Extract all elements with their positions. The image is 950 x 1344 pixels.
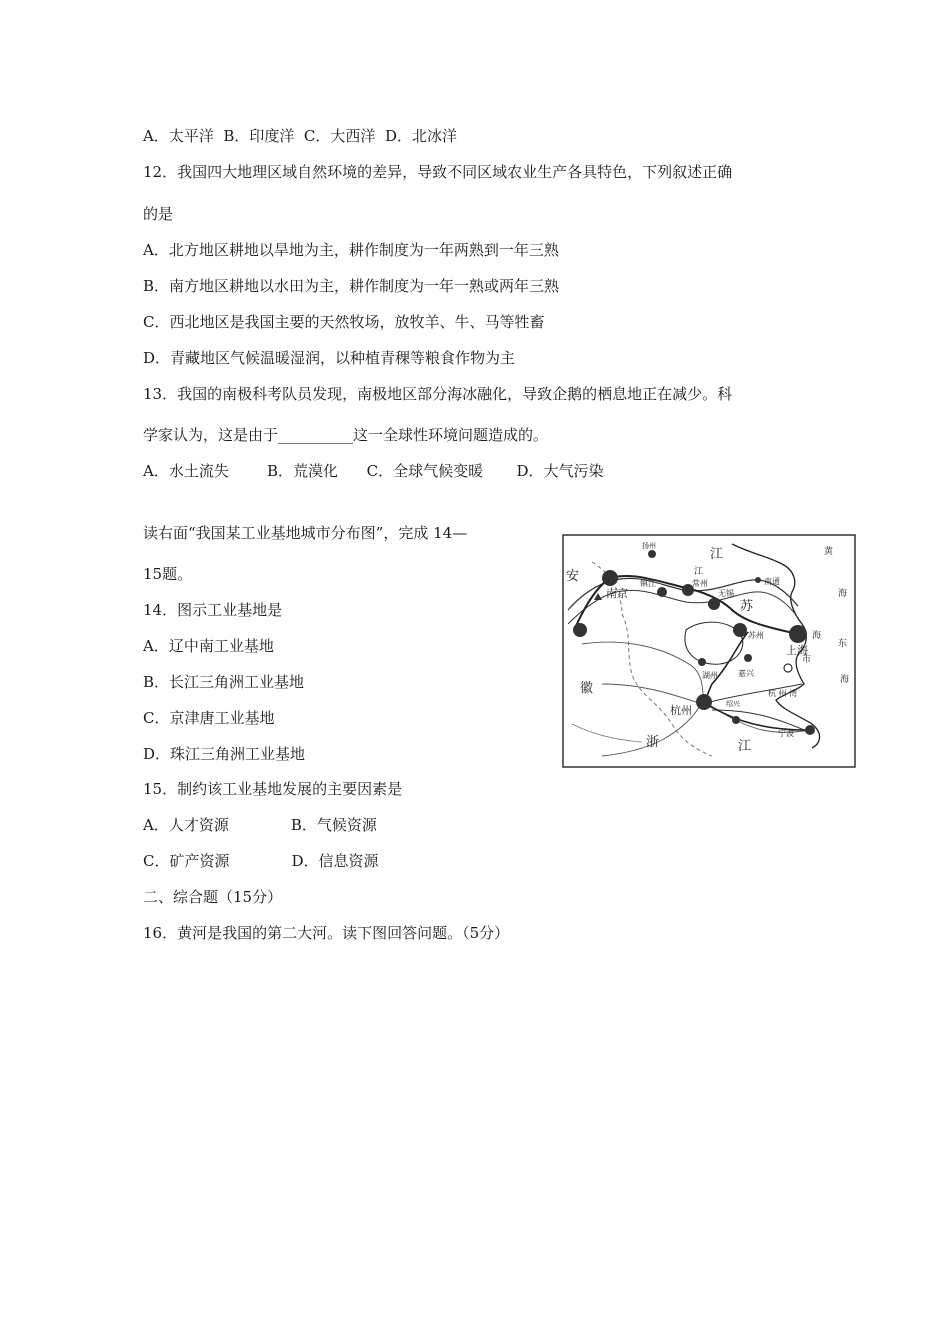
region-hai: 海 — [812, 631, 822, 641]
label-huzhou: 湖州 — [702, 671, 718, 680]
label-shaoxing: 绍兴 — [726, 700, 740, 708]
read-map-instruction: 读右面“我国某工业基地城市分布图”，完成 14— — [143, 524, 468, 542]
label-ningbo: 宁波 — [778, 729, 794, 738]
q13-stem-cont: 学家认为，这是由于__________这一全球性环境问题造成的。 — [143, 426, 549, 444]
q14-option-c: C．京津唐工业基地 — [143, 709, 275, 727]
region-su: 苏 — [740, 599, 754, 614]
region-jiang-top: 江 — [710, 547, 724, 562]
label-hangzhou: 杭州 — [670, 704, 692, 717]
region-dong: 东 — [838, 639, 848, 649]
region-jiang-mid: 江 — [694, 567, 704, 577]
q16-stem: 16．黄河是我国的第二大河。读下图回答问题。（5分） — [143, 924, 510, 942]
region-hui: 徽 — [580, 681, 594, 696]
label-hangzhou-bay: 杭 州 湾 — [768, 689, 798, 698]
region-zhe: 浙 — [646, 735, 660, 750]
label-nantong: 南通 — [764, 577, 780, 586]
label-suzhou: 苏州 — [748, 631, 764, 640]
q12-stem-cont: 的是 — [143, 205, 174, 223]
q12-option-a: A．北方地区耕地以旱地为主，耕作制度为一年两熟到一年三熟 — [143, 241, 559, 259]
q14-option-b: B．长江三角洲工业基地 — [143, 673, 305, 691]
region-jiang-bottom: 江 — [738, 739, 752, 754]
industrial-base-map — [562, 534, 856, 768]
q12-option-d: D．青藏地区气候温暖湿润，以种植青稞等粮食作物为主 — [143, 349, 516, 367]
region-hai2: 海 — [838, 589, 848, 599]
q12-option-c: C．西北地区是我国主要的天然牧场，放牧羊、牛、马等牲畜 — [143, 313, 545, 331]
region-shi: 市 — [802, 655, 812, 665]
label-zhenjiang: 镇江 — [640, 579, 656, 588]
q13-options: A．水土流失 B．荒漠化 C．全球气候变暖 D．大气污染 — [143, 462, 604, 480]
section-2-heading: 二、综合题（15分） — [143, 888, 283, 906]
read-map-instruction-cont: 15题。 — [143, 565, 193, 583]
q13-stem: 13．我国的南极科考队员发现，南极地区部分海冰融化，导致企鹅的栖息地正在减少。科 — [143, 385, 733, 403]
region-hai3: 海 — [840, 675, 850, 685]
q15-stem: 15．制约该工业基地发展的主要因素是 — [143, 780, 403, 798]
q14-stem: 14．图示工业基地是 — [143, 601, 283, 619]
q15-options-ab: A．人才资源 B．气候资源 — [143, 816, 377, 834]
q14-option-a: A．辽中南工业基地 — [143, 637, 274, 655]
q11-options: A．太平洋 B．印度洋 C．大西洋 D．北冰洋 — [143, 127, 457, 145]
q14-option-d: D．珠江三角洲工业基地 — [143, 745, 306, 763]
label-shanghai: 上海 — [786, 644, 808, 657]
q12-option-b: B．南方地区耕地以水田为主，耕作制度为一年一熟或两年三熟 — [143, 277, 560, 295]
region-an: 安 — [566, 569, 580, 584]
label-yangzhou: 扬州 — [642, 542, 656, 550]
label-nanjing: 南京 — [606, 587, 628, 600]
region-huang: 黄 — [824, 547, 834, 557]
label-jiaxing: 嘉兴 — [738, 669, 754, 678]
label-wuxi: 无锡 — [718, 589, 734, 598]
q15-options-cd: C．矿产资源 D．信息资源 — [143, 852, 379, 870]
q12-stem: 12．我国四大地理区域自然环境的差异，导致不同区域农业生产各具特色，下列叙述正确 — [143, 163, 733, 181]
label-changzhou: 常州 — [692, 579, 708, 588]
